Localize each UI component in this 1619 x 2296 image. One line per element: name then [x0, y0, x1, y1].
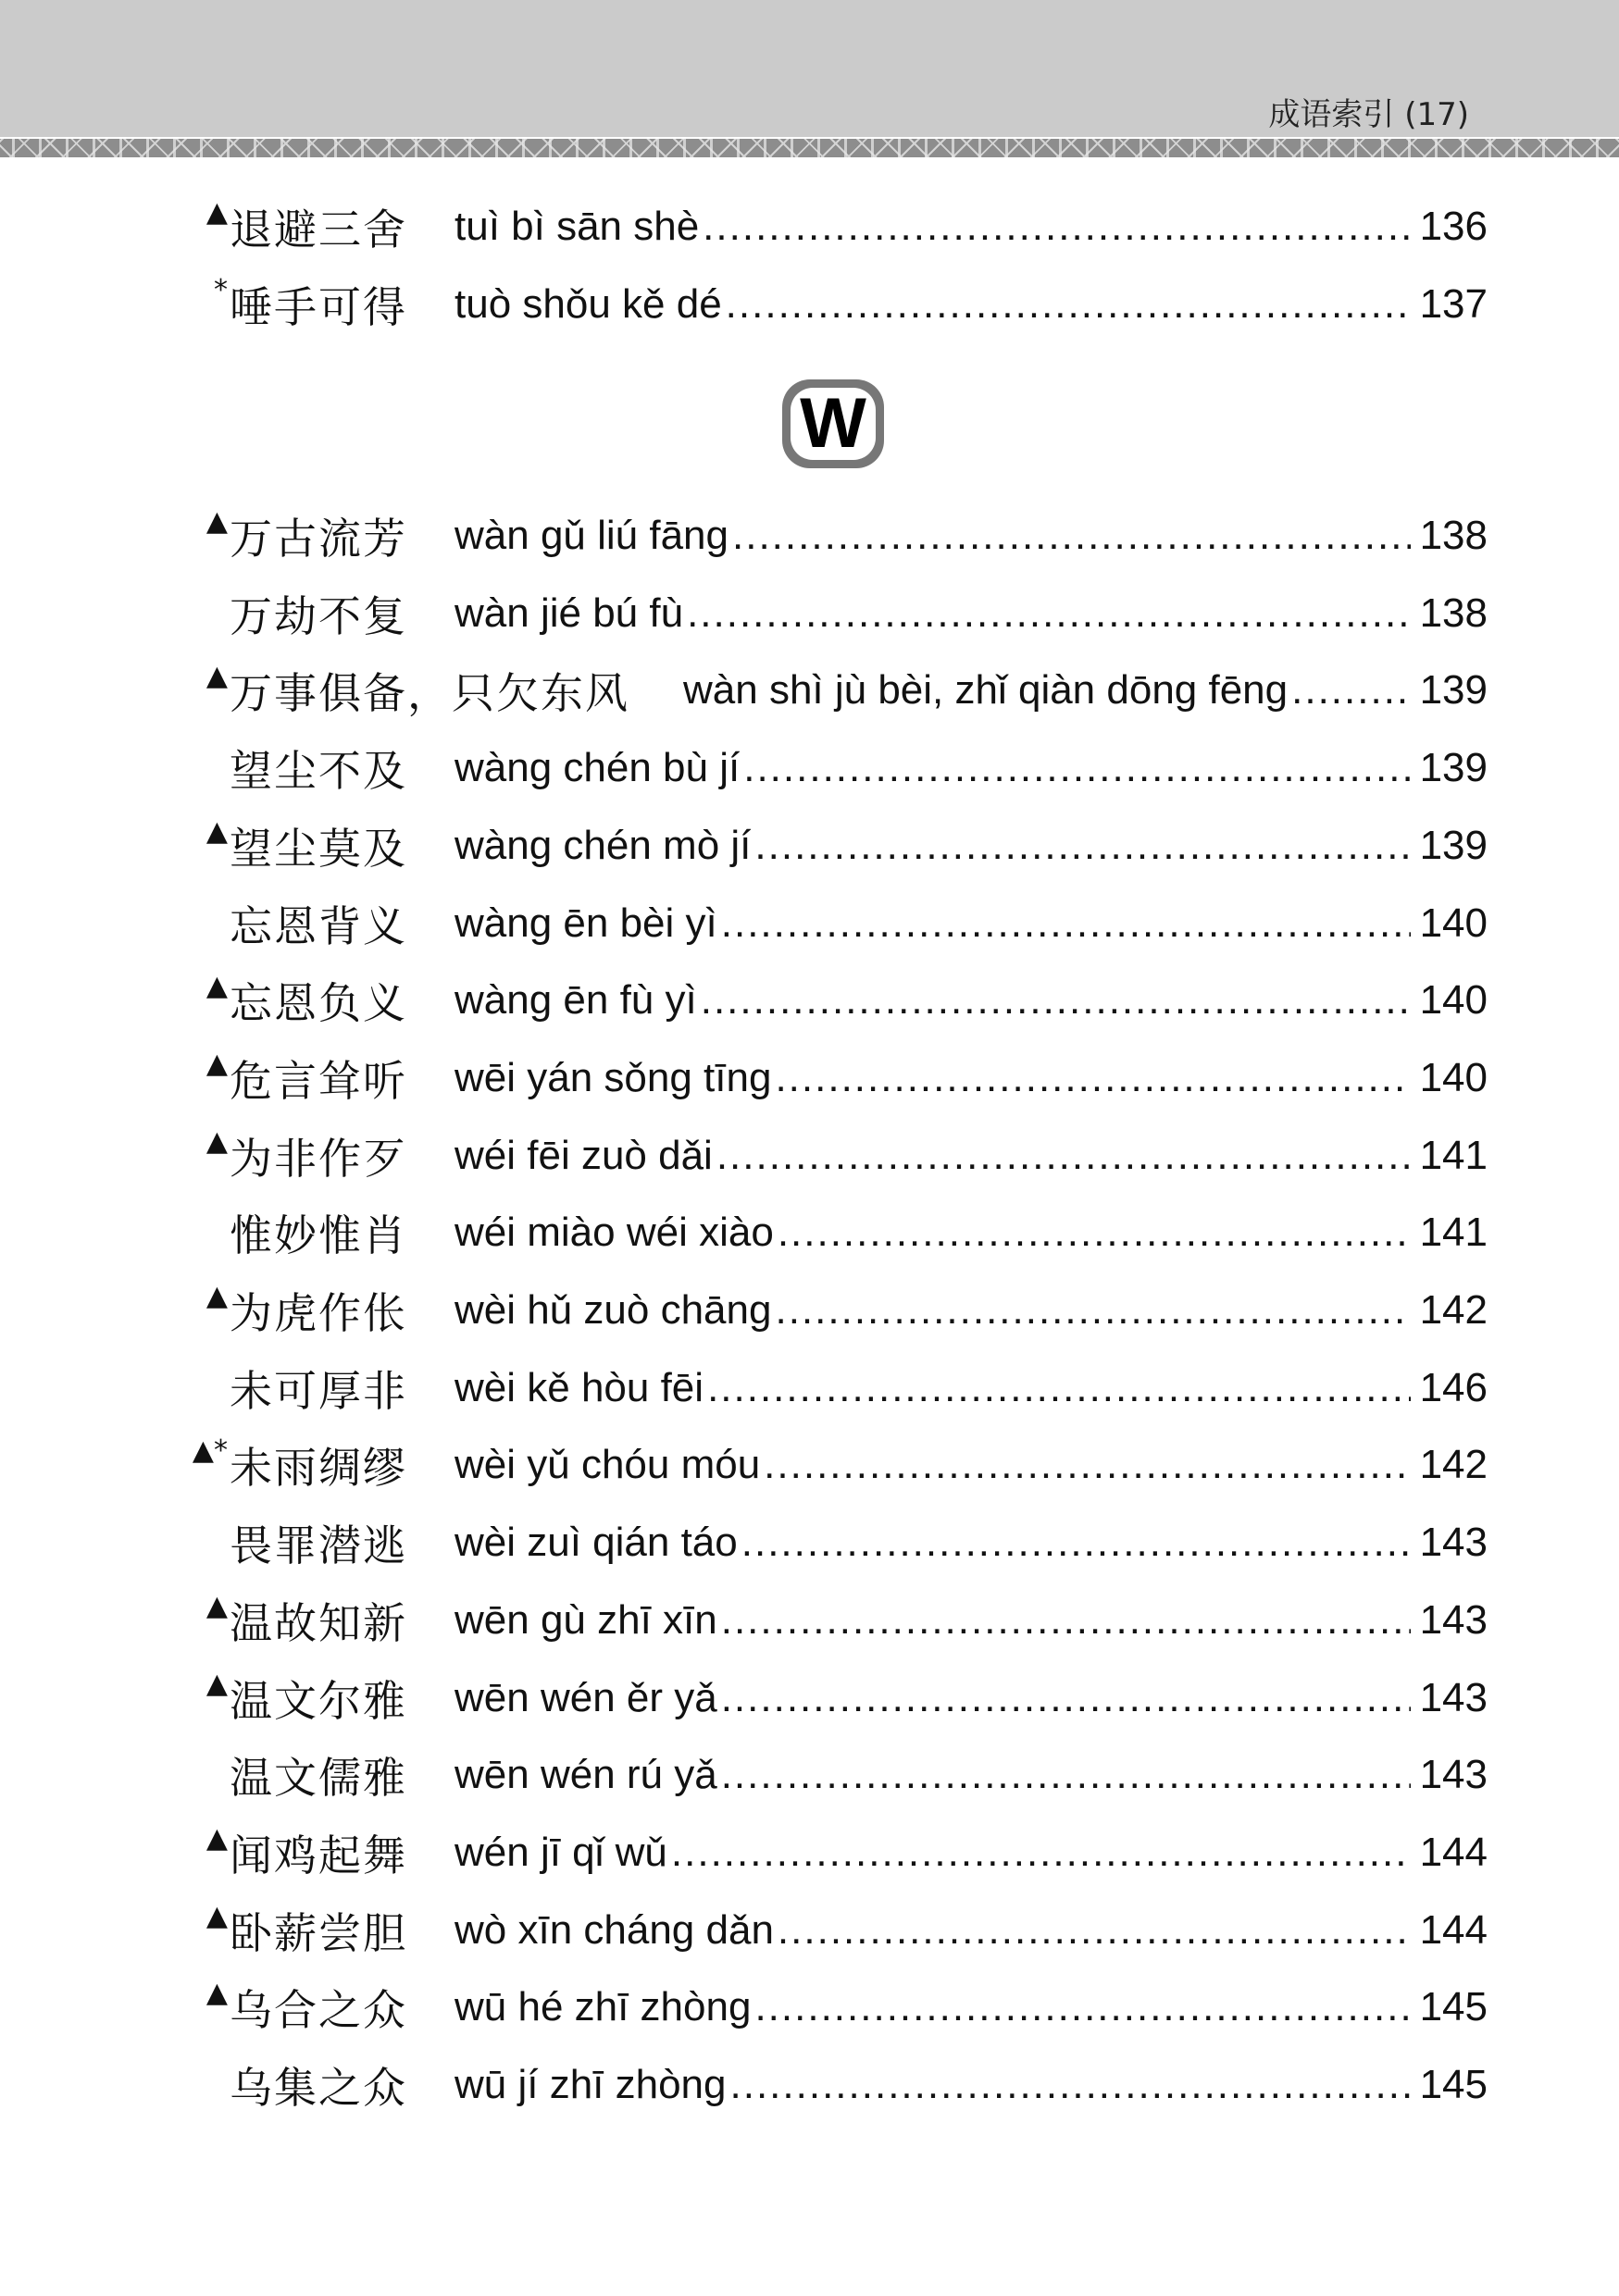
- dot-leader: [778, 1907, 1411, 1954]
- page-number: 139: [1419, 822, 1488, 868]
- index-entry: [0, 1588, 1619, 1653]
- idiom-text: 望尘不及: [230, 746, 407, 797]
- page-number: 143: [1419, 1752, 1488, 1798]
- pinyin-text: wēn wén rú yǎ: [455, 1752, 717, 1798]
- entry-marks: ▲: [205, 1821, 228, 1855]
- index-entry: [0, 968, 1619, 1033]
- pinyin-text: wēn wén ěr yǎ: [455, 1674, 717, 1720]
- index-entry: [0, 1278, 1619, 1343]
- page-number: 138: [1419, 590, 1488, 636]
- pinyin-text: wò xīn cháng dǎn: [455, 1906, 774, 1953]
- pinyin-text: wèi zuì qián táo: [455, 1520, 738, 1566]
- idiom-text: 为虎作伥: [230, 1288, 407, 1338]
- dot-leader: [721, 1597, 1411, 1644]
- dot-leader: [741, 1520, 1411, 1566]
- pinyin-text: tuì bì sān shè: [455, 204, 700, 249]
- dot-leader: [732, 513, 1411, 559]
- dot-leader: [778, 1210, 1411, 1256]
- entry-detail: [455, 1675, 1488, 1721]
- index-entry: [0, 581, 1619, 646]
- page-number: 143: [1419, 1674, 1488, 1720]
- page-number: 140: [1419, 900, 1488, 946]
- pinyin-text: wàng chén bù jí: [455, 745, 741, 791]
- dot-leader: [701, 977, 1411, 1024]
- idiom-text: 万古流芳: [230, 514, 407, 564]
- index-entry: [0, 1743, 1619, 1807]
- entry-detail: [455, 1752, 1488, 1798]
- decorative-band: [0, 139, 1619, 157]
- entry-detail: [455, 281, 1488, 328]
- pinyin-text: wèi yǔ chóu móu: [455, 1442, 761, 1488]
- dot-leader: [721, 900, 1411, 947]
- idiom-text: 未雨绸缪: [230, 1443, 407, 1494]
- entry-detail: [455, 1055, 1488, 1101]
- entry-detail: [455, 1520, 1488, 1566]
- page-number: 141: [1419, 1132, 1488, 1178]
- index-entry: [0, 736, 1619, 800]
- index-entry: [0, 1200, 1619, 1265]
- page-number: 136: [1419, 204, 1488, 249]
- idiom-text: 忘恩负义: [230, 978, 407, 1029]
- running-title: 成语索引 (17): [1268, 96, 1469, 133]
- pinyin-text: wéi fēi zuò dǎi: [455, 1132, 713, 1178]
- dot-leader: [775, 1055, 1410, 1101]
- index-entry: [0, 813, 1619, 878]
- idiom-text: 温文尔雅: [230, 1675, 407, 1726]
- pinyin-text: wēi yán sǒng tīng: [455, 1054, 772, 1100]
- dot-leader: [703, 204, 1410, 250]
- page-number: 141: [1419, 1210, 1488, 1256]
- entry-detail: [455, 1442, 1488, 1488]
- pinyin-text: wàn gǔ liú fāng: [455, 513, 729, 558]
- index-entry: [0, 194, 1619, 259]
- entry-detail: [455, 823, 1488, 869]
- dot-leader: [730, 2062, 1411, 2108]
- entry-marks: ▲: [205, 1667, 228, 1700]
- entry-detail: [455, 590, 1488, 637]
- page-number: 139: [1419, 667, 1488, 714]
- index-entry: [0, 1433, 1619, 1497]
- entry-detail: [455, 204, 1488, 250]
- page-number: 143: [1419, 1596, 1488, 1643]
- entry-detail: [455, 1365, 1488, 1411]
- idiom-text: 卧薪尝胆: [230, 1907, 407, 1958]
- index-entry: [0, 2053, 1619, 2117]
- dot-leader: [687, 590, 1411, 637]
- page-number: 145: [1419, 2062, 1488, 2107]
- index-entry: [0, 503, 1619, 568]
- pinyin-text: wàng chén mò jí: [455, 822, 752, 868]
- entry-detail: [455, 1287, 1488, 1334]
- entry-marks: *: [214, 274, 228, 306]
- pinyin-text: wén jī qǐ wǔ: [455, 1829, 667, 1875]
- index-entry: [0, 1123, 1619, 1188]
- page-number: 142: [1419, 1442, 1488, 1488]
- index-entry: [0, 1820, 1619, 1885]
- idiom-text: 温故知新: [230, 1597, 407, 1648]
- entry-marks: ▲: [205, 505, 228, 538]
- dot-leader: [721, 1752, 1411, 1798]
- pinyin-text: wàn jié bú fù: [455, 590, 684, 636]
- page-number: 142: [1419, 1287, 1488, 1333]
- pinyin-text: wēn gù zhī xīn: [455, 1596, 717, 1643]
- dot-leader: [726, 281, 1411, 328]
- entry-detail: [455, 1597, 1488, 1644]
- index-entry: [0, 1510, 1619, 1575]
- idiom-text: 为非作歹: [230, 1133, 407, 1184]
- dot-leader: [1291, 667, 1410, 714]
- page-number: 140: [1419, 977, 1488, 1024]
- entry-detail: [455, 1984, 1488, 2030]
- pinyin-text: wàng ēn bèi yì: [455, 900, 717, 946]
- idiom-text: 畏罪潜逃: [230, 1520, 407, 1571]
- entry-detail: [455, 900, 1488, 947]
- index-entry: [0, 1046, 1619, 1111]
- idiom-text: 危言耸听: [230, 1055, 407, 1106]
- page-number: 143: [1419, 1520, 1488, 1566]
- pinyin-text: wàng ēn fù yì: [455, 977, 697, 1024]
- pinyin-text: wéi miào wéi xiào: [455, 1210, 774, 1256]
- dot-leader: [754, 823, 1410, 869]
- page-number: 140: [1419, 1054, 1488, 1100]
- idiom-text: 万劫不复: [230, 590, 407, 641]
- index-entry: [0, 1898, 1619, 1963]
- dot-leader: [775, 1287, 1410, 1334]
- entry-detail: [455, 977, 1488, 1024]
- idiom-text: 乌集之众: [230, 2063, 407, 2113]
- index-entry: [0, 272, 1619, 337]
- entry-detail: [455, 513, 1488, 559]
- index-entry: [0, 891, 1619, 956]
- entry-marks: ▲: [205, 970, 228, 1003]
- idiom-text: 望尘莫及: [230, 823, 407, 874]
- entry-detail: [455, 1830, 1488, 1876]
- dot-leader: [707, 1365, 1411, 1411]
- entry-marks: ▲: [205, 196, 228, 229]
- dot-leader: [743, 745, 1410, 791]
- idiom-text: 未可厚非: [230, 1365, 407, 1416]
- entry-detail: [455, 1133, 1488, 1179]
- entry-marks: ▲: [205, 1280, 228, 1312]
- page-number: 144: [1419, 1829, 1488, 1875]
- section-letter-badge: [782, 379, 884, 468]
- entry-detail: [455, 745, 1488, 791]
- dot-leader: [764, 1442, 1410, 1488]
- index-entry: [0, 1666, 1619, 1731]
- entry-detail: [683, 667, 1488, 714]
- entry-marks: ▲: [205, 1124, 228, 1158]
- entry-detail: [455, 1907, 1488, 1954]
- idiom-text: 万事俱备，只欠东风: [230, 668, 629, 719]
- page-number: 138: [1419, 513, 1488, 558]
- page-number: 146: [1419, 1364, 1488, 1410]
- idiom-text: 退避三舍: [230, 205, 407, 254]
- entry-detail: [455, 1210, 1488, 1256]
- entry-detail: [455, 2062, 1488, 2108]
- dot-leader: [721, 1675, 1411, 1721]
- dot-leader: [671, 1830, 1411, 1876]
- idiom-text: 乌合之众: [230, 1985, 407, 2036]
- page-number: 145: [1419, 1984, 1488, 2030]
- pinyin-text: wàn shì jù bèi, zhǐ qiàn dōng fēng: [683, 667, 1289, 714]
- idiom-text: 惟妙惟肖: [230, 1210, 407, 1261]
- pinyin-text: tuò shǒu kě dé: [455, 281, 722, 327]
- entry-marks: ▲: [205, 1047, 228, 1080]
- idiom-text: 闻鸡起舞: [230, 1830, 407, 1880]
- dot-leader: [754, 1984, 1410, 2030]
- entry-marks: ▲: [205, 814, 228, 848]
- entry-marks: ▲: [205, 1977, 228, 2010]
- page-number: 139: [1419, 745, 1488, 791]
- idiom-text: 忘恩背义: [230, 900, 407, 951]
- index-entry: [0, 1356, 1619, 1421]
- idiom-text: 唾手可得: [230, 282, 407, 332]
- entry-marks: ▲: [205, 1899, 228, 1932]
- index-entry: [0, 658, 1619, 723]
- pinyin-text: wū jí zhī zhòng: [455, 2062, 727, 2107]
- pinyin-text: wèi hǔ zuò chāng: [455, 1287, 772, 1333]
- idiom-text: 温文儒雅: [230, 1753, 407, 1804]
- entry-marks: ▲: [205, 660, 228, 693]
- pinyin-text: wèi kě hòu fēi: [455, 1364, 704, 1410]
- index-entry: [0, 1975, 1619, 2040]
- pinyin-text: wū hé zhī zhòng: [455, 1984, 752, 2030]
- page-number: 137: [1419, 281, 1488, 327]
- entry-marks: ▲*: [192, 1434, 228, 1468]
- section-letter: W: [791, 388, 876, 460]
- page-header: [0, 0, 1619, 137]
- entry-marks: ▲: [205, 1589, 228, 1622]
- page-number: 144: [1419, 1906, 1488, 1953]
- dot-leader: [716, 1133, 1411, 1179]
